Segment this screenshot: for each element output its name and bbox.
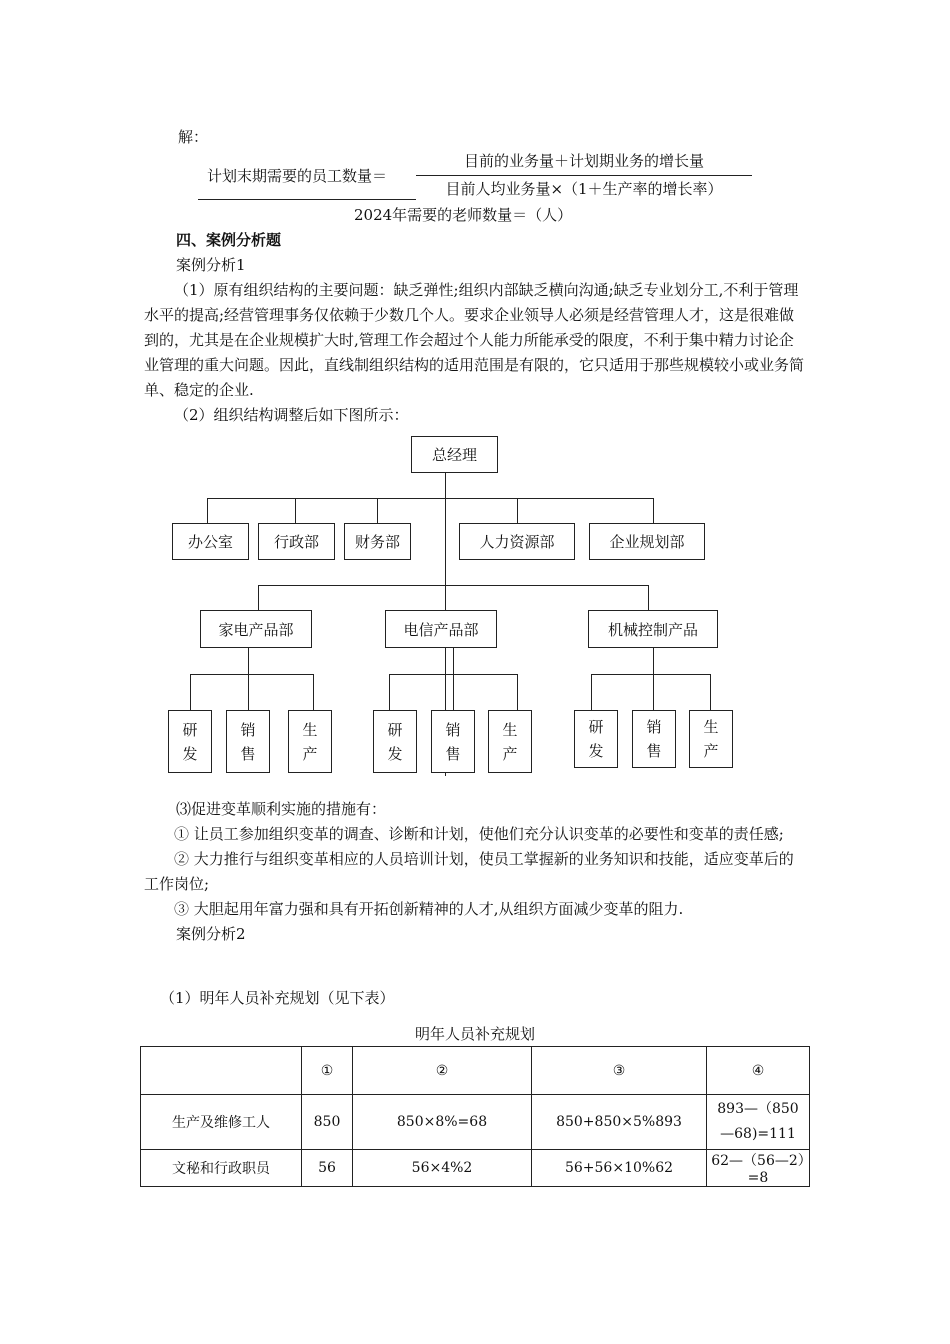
unit-char: 销	[445, 720, 461, 739]
connector	[710, 674, 711, 710]
measures-section	[144, 797, 808, 947]
table-cell: 893—（850—68)=111	[707, 1095, 810, 1150]
connector	[248, 648, 249, 674]
org-unit-box	[226, 710, 270, 773]
table-row	[141, 1150, 810, 1187]
table-cell: 文秘和行政职员	[141, 1150, 302, 1187]
table-row	[141, 1095, 810, 1150]
table-cell: 生产及维修工人	[141, 1095, 302, 1150]
solution-label: 解：	[178, 128, 209, 146]
org-division-box: 电信产品部	[385, 610, 497, 648]
connector	[207, 498, 208, 523]
table-cell: 850+850×5%893	[532, 1095, 707, 1150]
case1-paragraph-2: （2）组织结构调整后如下图所示：	[174, 406, 409, 424]
unit-char: 产	[502, 744, 518, 763]
connector	[295, 498, 296, 523]
unit-char: 研	[182, 720, 198, 739]
section-heading: 四、案例分析题	[176, 231, 282, 249]
org-staff-box: 企业规划部	[589, 523, 705, 560]
unit-char: 发	[182, 744, 198, 763]
table-cell: 56×4%2	[353, 1150, 532, 1187]
table-header-cell	[141, 1047, 302, 1095]
org-unit-box	[168, 710, 212, 773]
fraction-bar	[416, 175, 752, 176]
org-division-box: 机械控制产品	[588, 610, 718, 648]
org-staff-box: 行政部	[258, 523, 335, 560]
unit-char: 销	[240, 720, 256, 739]
connector	[389, 674, 390, 710]
section-4	[144, 228, 808, 428]
connector	[517, 498, 518, 523]
unit-char: 发	[588, 742, 604, 760]
unit-char: 售	[445, 744, 461, 763]
formula-denominator: 目前人均业务量×（1＋生产率的增长率）	[445, 180, 723, 198]
table-cell: 56+56×10%62	[532, 1150, 707, 1187]
table-cell: 850×8%=68	[353, 1095, 532, 1150]
connector	[653, 498, 654, 523]
unit-char: 生	[502, 720, 518, 739]
measure-item: ② 大力推行与组织变革相应的人员培训计划，使员工掌握新的业务知识和技能，适应变革后的工作岗位;	[144, 850, 794, 893]
unit-char: 产	[302, 744, 318, 763]
org-staff-box: 人力资源部	[459, 523, 575, 560]
org-unit-box	[488, 710, 532, 773]
table-caption: 明年人员补充规划	[414, 1025, 535, 1043]
unit-char: 产	[703, 742, 719, 760]
connector	[453, 674, 454, 710]
org-unit-box	[689, 710, 733, 768]
formula-numerator: 目前的业务量＋计划期业务的增长量	[463, 152, 704, 170]
org-unit-box	[288, 710, 332, 773]
table-header-cell: ②	[353, 1047, 532, 1095]
org-staff-box: 办公室	[172, 523, 249, 560]
connector	[517, 674, 518, 710]
connector	[453, 648, 454, 674]
unit-char: 研	[387, 720, 403, 739]
connector	[190, 674, 314, 675]
org-division-box: 家电产品部	[200, 610, 312, 648]
divider-line	[198, 199, 416, 200]
org-staff-box: 财务部	[344, 523, 411, 560]
table-header-cell: ④	[707, 1047, 810, 1095]
connector	[591, 674, 710, 675]
unit-char: 销	[646, 718, 662, 736]
case2-title: 案例分析2	[176, 925, 246, 943]
org-unit-box	[431, 710, 475, 773]
table-header-row	[141, 1047, 810, 1095]
case1-paragraph-1: （1）原有组织结构的主要问题：缺乏弹性;组织内部缺乏横向沟通;缺乏专业划分工,不利于管理水平的提高;经营管理事务仅依赖于少数几个人。要求企业领导人必须是经营管理人才，这是很难做到的，尤其是在企业规模扩大时,管理工作会超过个人能力所能承受的限度，不利于集中精力讨论企业管理的重大问题。因此，直线制组织结构的适用范围是有限的，它只适用于那些规模较小或业务简单、稳定的企业.	[144, 281, 805, 399]
org-top-box: 总经理	[411, 436, 498, 473]
unit-char: 研	[588, 718, 604, 736]
connector	[313, 674, 314, 710]
formula-lhs: 计划末期需要的员工数量＝	[207, 167, 388, 185]
org-staff-bus	[207, 498, 653, 499]
unit-char: 生	[703, 718, 719, 736]
org-division-bus	[258, 585, 648, 586]
table-cell: 56	[302, 1150, 353, 1187]
table-header-cell: ①	[302, 1047, 353, 1095]
measure-item: ① 让员工参加组织变革的调查、诊断和计划，使他们充分认识变革的必要性和变革的责任感;	[174, 825, 784, 843]
table-cell: 850	[302, 1095, 353, 1150]
table-header-cell: ③	[532, 1047, 707, 1095]
connector	[653, 648, 654, 674]
unit-char: 售	[646, 742, 662, 760]
connector	[248, 674, 249, 710]
org-unit-box	[373, 710, 417, 773]
connector	[190, 674, 191, 710]
connector	[377, 498, 378, 523]
connector	[258, 585, 259, 610]
measures-title: ⑶促进变革顺利实施的措施有：	[176, 800, 387, 818]
measure-item: ③ 大胆起用年富力强和具有开拓创新精神的人才,从组织方面减少变革的阻力.	[174, 900, 684, 918]
staffing-plan-table	[140, 1046, 810, 1187]
unit-char: 售	[240, 744, 256, 763]
table-cell: 62—（56—2）=8	[707, 1150, 810, 1187]
teacher-count-line: 2024年需要的老师数量＝（人）	[354, 206, 573, 224]
connector	[648, 585, 649, 610]
org-unit-box	[574, 710, 618, 768]
unit-char: 发	[387, 744, 403, 763]
connector	[591, 674, 592, 710]
org-unit-box	[632, 710, 676, 768]
case1-title: 案例分析1	[176, 256, 246, 274]
unit-char: 生	[302, 720, 318, 739]
connector	[653, 674, 654, 710]
case2-paragraph-1: （1）明年人员补充规划（见下表）	[160, 989, 395, 1007]
